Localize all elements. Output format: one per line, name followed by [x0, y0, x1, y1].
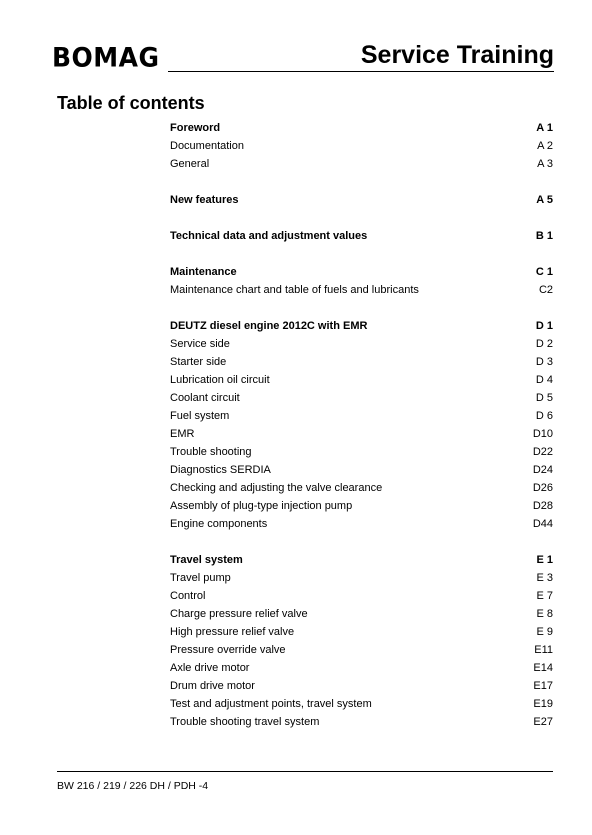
toc-section-row[interactable]	[170, 227, 553, 245]
toc-entry-row[interactable]	[170, 605, 553, 623]
toc-entry-row[interactable]	[170, 695, 553, 713]
toc-entry-page: A 1	[536, 122, 553, 134]
toc-entry-label: Starter side	[170, 356, 227, 368]
toc-entry-label: Maintenance chart and table of fuels and lubricants	[170, 284, 419, 296]
toc-entry-label: Documentation	[170, 140, 244, 152]
toc-entry-row[interactable]	[170, 659, 553, 677]
toc-entry-label: Foreword	[170, 122, 221, 134]
toc-entry-page: D 2	[535, 338, 553, 350]
toc-entry-page: D 6	[535, 410, 553, 422]
toc-spacer	[170, 173, 553, 191]
toc-entry-label: Checking and adjusting the valve clearance	[170, 482, 383, 494]
toc-entry-row[interactable]	[170, 281, 553, 299]
toc-entry-page: E 9	[536, 626, 553, 638]
toc-entry-page: D 3	[535, 356, 553, 368]
toc-entry-row[interactable]	[170, 371, 553, 389]
toc-entry-label: Charge pressure relief valve	[170, 608, 308, 620]
bomag-logo: BOMAG	[52, 42, 160, 73]
toc-entry-label: Diagnostics SERDIA	[170, 464, 271, 476]
toc-entry-page: E19	[533, 698, 553, 710]
toc-entry-label: Assembly of plug-type injection pump	[170, 500, 353, 512]
toc-entry-page: D22	[532, 446, 553, 458]
toc-spacer	[170, 533, 553, 551]
toc-entry-page: D10	[532, 428, 553, 440]
toc-entry-row[interactable]	[170, 137, 553, 155]
toc-entry-label: General	[170, 158, 210, 170]
toc-entry-label: Test and adjustment points, travel system	[170, 698, 372, 710]
toc-entry-row[interactable]	[170, 587, 553, 605]
toc-entry-row[interactable]	[170, 335, 553, 353]
toc-entry-row[interactable]	[170, 479, 553, 497]
toc-entry-page: E 7	[536, 590, 553, 602]
toc-entry-row[interactable]	[170, 425, 553, 443]
toc-entry-label: New features	[170, 194, 239, 206]
toc-spacer	[170, 299, 553, 317]
toc-entry-page: B 1	[535, 230, 553, 242]
toc-entry-page: D 4	[535, 374, 553, 386]
toc-entry-row[interactable]	[170, 569, 553, 587]
toc-entry-page: D28	[532, 500, 553, 512]
toc-entry-page: E27	[533, 716, 553, 728]
toc-entry-row[interactable]	[170, 389, 553, 407]
toc-entry-page: C2	[538, 284, 553, 296]
toc-entry-label: High pressure relief valve	[170, 626, 295, 638]
toc-entry-page: D 1	[535, 320, 553, 332]
toc-entry-row[interactable]	[170, 623, 553, 641]
toc-entry-label: Fuel system	[170, 410, 230, 422]
toc-entry-label: Engine components	[170, 518, 268, 530]
toc-entry-page: D26	[532, 482, 553, 494]
toc-entry-label: Control	[170, 590, 206, 602]
toc-entry-page: D24	[532, 464, 553, 476]
toc-spacer	[170, 209, 553, 227]
toc-entry-label: Maintenance	[170, 266, 237, 278]
toc-entry-page: A 5	[536, 194, 553, 206]
toc-entry-label: Technical data and adjustment values	[170, 230, 368, 242]
toc-entry-label: Trouble shooting	[170, 446, 252, 458]
toc-entry-page: E17	[533, 680, 553, 692]
toc-spacer	[170, 245, 553, 263]
toc-entry-label: Travel system	[170, 554, 243, 566]
toc-entry-label: Pressure override valve	[170, 644, 286, 656]
toc-entry-row[interactable]	[170, 677, 553, 695]
toc-entry-row[interactable]	[170, 407, 553, 425]
toc-entry-page: C 1	[535, 266, 553, 278]
footer-rule	[57, 771, 553, 772]
toc-entry-label: Coolant circuit	[170, 392, 240, 404]
toc-entry-row[interactable]	[170, 353, 553, 371]
table-of-contents	[170, 119, 553, 731]
toc-entry-label: Trouble shooting travel system	[170, 716, 320, 728]
toc-entry-page: D 5	[535, 392, 553, 404]
toc-entry-page: E 3	[536, 572, 553, 584]
page-header	[52, 40, 554, 74]
header-rule	[168, 71, 554, 72]
toc-entry-label: EMR	[170, 428, 195, 440]
toc-entry-row[interactable]	[170, 155, 553, 173]
toc-entry-row[interactable]	[170, 641, 553, 659]
toc-entry-row[interactable]	[170, 713, 553, 731]
toc-entry-label: DEUTZ diesel engine 2012C with EMR	[170, 320, 368, 332]
toc-entry-page: D44	[532, 518, 553, 530]
toc-entry-row[interactable]	[170, 515, 553, 533]
toc-section-row[interactable]	[170, 119, 553, 137]
toc-entry-row[interactable]	[170, 461, 553, 479]
toc-entry-page: E11	[534, 644, 553, 656]
footer-text: BW 216 / 219 / 226 DH / PDH -4	[57, 780, 209, 792]
toc-entry-label: Drum drive motor	[170, 680, 255, 692]
toc-entry-row[interactable]	[170, 497, 553, 515]
toc-entry-page: E 8	[536, 608, 553, 620]
toc-entry-page: A 2	[537, 140, 553, 152]
toc-entry-label: Service side	[170, 338, 230, 350]
toc-entry-page: E 1	[536, 554, 553, 566]
toc-entry-label: Lubrication oil circuit	[170, 374, 270, 386]
toc-section-row[interactable]	[170, 263, 553, 281]
toc-entry-label: Travel pump	[170, 572, 231, 584]
toc-entry-page: A 3	[537, 158, 553, 170]
page-title: Table of contents	[57, 93, 205, 113]
toc-section-row[interactable]	[170, 551, 553, 569]
toc-entry-label: Axle drive motor	[170, 662, 250, 674]
toc-section-row[interactable]	[170, 317, 553, 335]
toc-section-row[interactable]	[170, 191, 553, 209]
header-title: Service Training	[360, 41, 554, 69]
toc-entry-row[interactable]	[170, 443, 553, 461]
toc-entry-page: E14	[533, 662, 553, 674]
